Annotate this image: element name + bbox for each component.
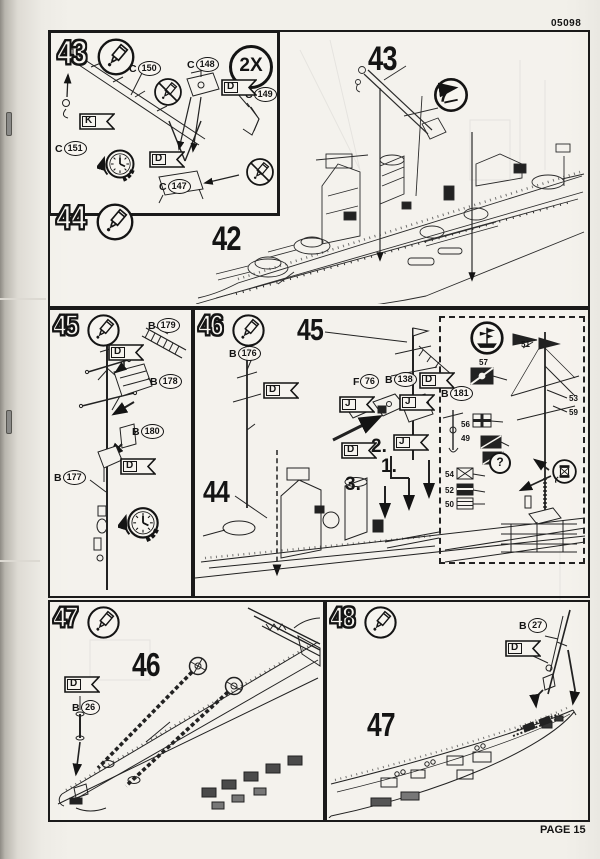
- part-callout-b176: B 176: [229, 346, 261, 361]
- paint-flag-j: J: [393, 434, 429, 451]
- signal-flags-detail-inset: [439, 316, 585, 564]
- assembly-ref-47: 47: [367, 706, 395, 743]
- paint-flag-d: D: [64, 676, 100, 693]
- page-number-label: PAGE 15: [540, 824, 586, 836]
- step-46-header: [198, 310, 266, 348]
- clock-icon: [97, 143, 143, 189]
- step-number: 44: [56, 199, 85, 237]
- flag-number-50: 50: [445, 500, 454, 509]
- paint-flag-d: D: [505, 640, 541, 657]
- glue-icon: [363, 605, 398, 640]
- assembly-ref-46: 46: [132, 646, 160, 683]
- paint-flag-d: D: [419, 372, 455, 389]
- part-callout-b181: B 181: [441, 386, 473, 401]
- step-number: 45: [53, 310, 78, 342]
- sequence-step-2: 2.: [371, 436, 387, 457]
- assembly-ref-42: 42: [212, 220, 241, 258]
- step-46-box: [193, 308, 590, 598]
- step-48-header: [330, 602, 398, 640]
- part-callout-b179: B 179: [148, 318, 180, 333]
- sequence-step-3: 3.: [345, 474, 361, 495]
- step-48-box: [325, 600, 590, 822]
- flag-number-49: 49: [461, 434, 470, 443]
- paint-flag-k: K: [79, 113, 115, 130]
- part-callout-b177: B 177: [54, 470, 86, 485]
- paint-flag-j: J: [399, 394, 435, 411]
- no-glue-icon: [245, 157, 275, 187]
- part-callout-c150: C 150: [129, 61, 161, 76]
- rotate-arrow-icon: [432, 76, 470, 114]
- paint-flag-d: D: [341, 442, 377, 459]
- no-glue-icon: [153, 77, 183, 107]
- step-number: 46: [198, 310, 223, 342]
- flag-number-51: 51: [521, 340, 530, 349]
- question-icon: ?: [489, 452, 511, 474]
- flag-number-56: 56: [461, 420, 470, 429]
- part-callout-c147: C 147: [159, 179, 191, 194]
- paint-flag-d: D: [149, 151, 185, 168]
- part-callout-f76: F 76: [353, 374, 379, 389]
- clock-icon: [118, 500, 168, 550]
- part-callout-c151: C 151: [55, 141, 87, 156]
- step-45-header: [53, 310, 121, 348]
- part-callout-b178: B 178: [150, 374, 182, 389]
- assembly-ref-45: 45: [297, 312, 323, 347]
- quantity-badge: 2X: [229, 45, 273, 89]
- step-number: 47: [53, 602, 78, 634]
- step-number: 48: [330, 602, 355, 634]
- step-43-inset-box: [48, 30, 280, 216]
- part-callout-b26: B 26: [72, 700, 100, 715]
- part-callout-b138: B 138: [385, 372, 417, 387]
- step-number: 43: [57, 34, 86, 72]
- flag-number-57: 57: [479, 358, 488, 367]
- assembly-ref-44: 44: [203, 474, 229, 509]
- kit-number: 05098: [551, 18, 582, 29]
- glue-icon: [95, 202, 135, 242]
- step-47-header: [53, 602, 121, 640]
- paint-flag-d: D: [221, 79, 257, 96]
- glue-icon: [86, 313, 121, 348]
- thread-spool-icon: [551, 458, 578, 485]
- part-callout-b180: B 180: [132, 424, 164, 439]
- flag-number-59: 59: [569, 408, 578, 417]
- flag-number-54: 54: [445, 470, 454, 479]
- step-47-box: [48, 600, 325, 822]
- paint-flag-d: D: [263, 382, 299, 399]
- step-44-header: [56, 199, 135, 242]
- ship-flags-overview-icon: [469, 320, 505, 356]
- glue-icon: [86, 605, 121, 640]
- paint-flag-j: J: [339, 396, 375, 413]
- paint-flag-d: D: [108, 344, 144, 361]
- sequence-step-1: 1.: [381, 456, 397, 477]
- step-45-box: [48, 308, 193, 598]
- flag-number-53: 53: [569, 394, 578, 403]
- flag-number-52: 52: [445, 486, 454, 495]
- part-callout-c148: C 148: [187, 57, 219, 72]
- assembly-ref-43: 43: [368, 40, 397, 78]
- part-callout-c149: 149: [245, 87, 277, 102]
- step-43-header: [57, 34, 136, 77]
- part-callout-b27: B 27: [519, 618, 547, 633]
- glue-icon: [231, 313, 266, 348]
- paint-flag-d: D: [120, 458, 156, 475]
